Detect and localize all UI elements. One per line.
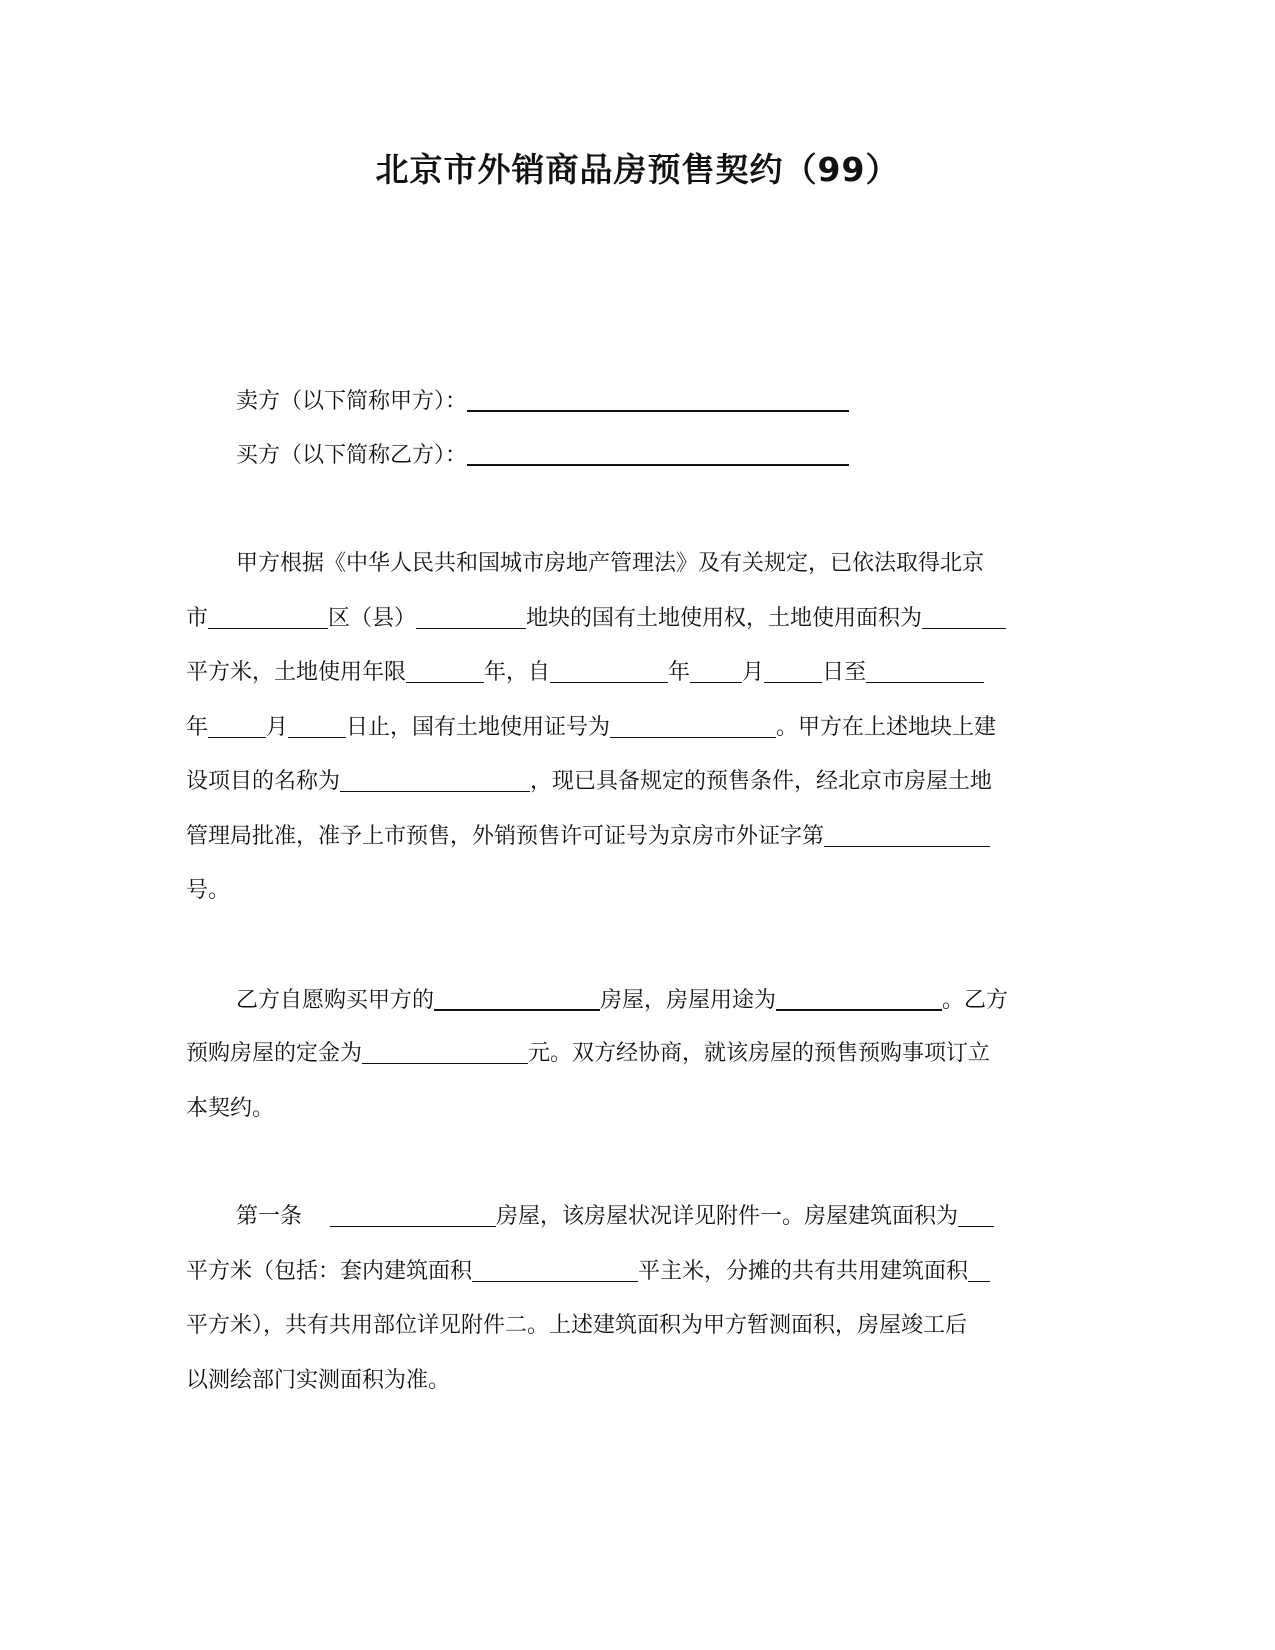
seller-blank[interactable]: [467, 386, 849, 412]
para1-text-2a: 市: [186, 606, 209, 631]
start-year-blank[interactable]: [550, 658, 668, 683]
land-cert-blank[interactable]: [610, 713, 776, 738]
para1-line4: [186, 713, 1086, 743]
para2-text-1b: 房屋，房屋用途为: [600, 988, 777, 1013]
document-title: 北京市外销商品房预售契约（99）: [375, 150, 900, 189]
para1-text-5a: 设项目的名称为: [186, 769, 341, 794]
buyer-label: 买方（以下简称乙方）：: [236, 443, 468, 468]
buyer-blank[interactable]: [467, 440, 849, 466]
para1-text-3d: 月: [742, 660, 765, 685]
para2-line3: [186, 1094, 1086, 1124]
para2-text-2a: 预购房屋的定金为: [186, 1041, 363, 1066]
buyer-line: [236, 440, 1136, 471]
para2-line2: [186, 1039, 1086, 1069]
para1-text-4c: 日止，国有土地使用证号为: [346, 715, 611, 740]
article1-line3: [186, 1311, 1086, 1341]
district-blank[interactable]: [208, 604, 328, 629]
para1-line2: [186, 604, 1086, 634]
article1-line4: [186, 1366, 1086, 1396]
inner-area-blank[interactable]: [472, 1257, 638, 1282]
shared-area-blank[interactable]: [968, 1257, 990, 1282]
para1-text-3c: 年: [668, 660, 691, 685]
para1-text-2c: 地块的国有土地使用权，土地使用面积为: [526, 606, 923, 631]
para1-line7: [186, 876, 1086, 906]
article1-line2: [186, 1257, 1086, 1287]
start-day-blank[interactable]: [764, 658, 822, 683]
para2-text-1c: 。乙方: [942, 988, 1009, 1013]
para1-text-1: 甲方根据《中华人民共和国城市房地产管理法》及有关规定，已依法取得北京: [236, 551, 985, 576]
end-day-blank[interactable]: [288, 713, 346, 738]
end-month-blank[interactable]: [208, 713, 266, 738]
land-term-blank[interactable]: [406, 658, 484, 683]
para1-text-5b: ，现已具备规定的预售条件，经北京市房屋土地: [530, 769, 993, 794]
para1-line1: [236, 549, 1136, 579]
para1-line6: [186, 822, 1086, 852]
plot-blank[interactable]: [416, 604, 526, 629]
para1-line5: [186, 767, 1086, 797]
start-month-blank[interactable]: [690, 658, 742, 683]
para1-text-3a: 平方米，土地使用年限: [186, 660, 407, 685]
seller-label: 卖方（以下简称甲方）：: [236, 389, 468, 414]
para2-line1: [236, 985, 1136, 1016]
project-name-blank[interactable]: [340, 767, 530, 792]
house-use-blank[interactable]: [776, 985, 942, 1011]
article1-house-blank[interactable]: [330, 1202, 496, 1227]
article1-text-2b: 平主米，分摊的共有共用建筑面积: [638, 1259, 969, 1284]
para2-text-2b: 元。双方经协商，就该房屋的预售预购事项订立: [528, 1041, 991, 1066]
para1-text-4b: 月: [266, 715, 289, 740]
deposit-blank[interactable]: [362, 1039, 528, 1064]
end-year-blank[interactable]: [866, 658, 984, 683]
para2-text-1a: 乙方自愿购买甲方的: [236, 988, 435, 1013]
article1-text-4: 以测绘部门实测面积为准。: [186, 1368, 451, 1393]
land-area-blank[interactable]: [922, 604, 1006, 629]
para1-line3: [186, 658, 1086, 688]
para1-text-4a: 年: [186, 715, 209, 740]
article1-text-2a: 平方米（包括：套内建筑面积: [186, 1259, 473, 1284]
house-blank[interactable]: [434, 985, 600, 1011]
article1-line1: [236, 1202, 1136, 1232]
para2-text-3: 本契约。: [186, 1096, 275, 1121]
para1-text-6a: 管理局批准，准予上市预售，外销预售许可证号为京房市外证字第: [186, 824, 825, 849]
presale-permit-blank[interactable]: [824, 822, 990, 847]
para1-text-3e: 日至: [822, 660, 867, 685]
article1-text-3: 平方米），共有共用部位详见附件二。上述建筑面积为甲方暂测面积，房屋竣工后: [186, 1313, 968, 1338]
article1-text-1b: 房屋，该房屋状况详见附件一。房屋建筑面积为: [496, 1204, 959, 1229]
para1-text-2b: 区（县）: [328, 606, 417, 631]
building-area-blank[interactable]: [958, 1202, 994, 1227]
seller-line: [236, 386, 1136, 417]
para1-text-7: 号。: [186, 878, 231, 903]
para1-text-3b: 年，自: [484, 660, 551, 685]
para1-text-4d: 。甲方在上述地块上建: [776, 715, 997, 740]
article1-heading: 第一条: [236, 1204, 303, 1229]
